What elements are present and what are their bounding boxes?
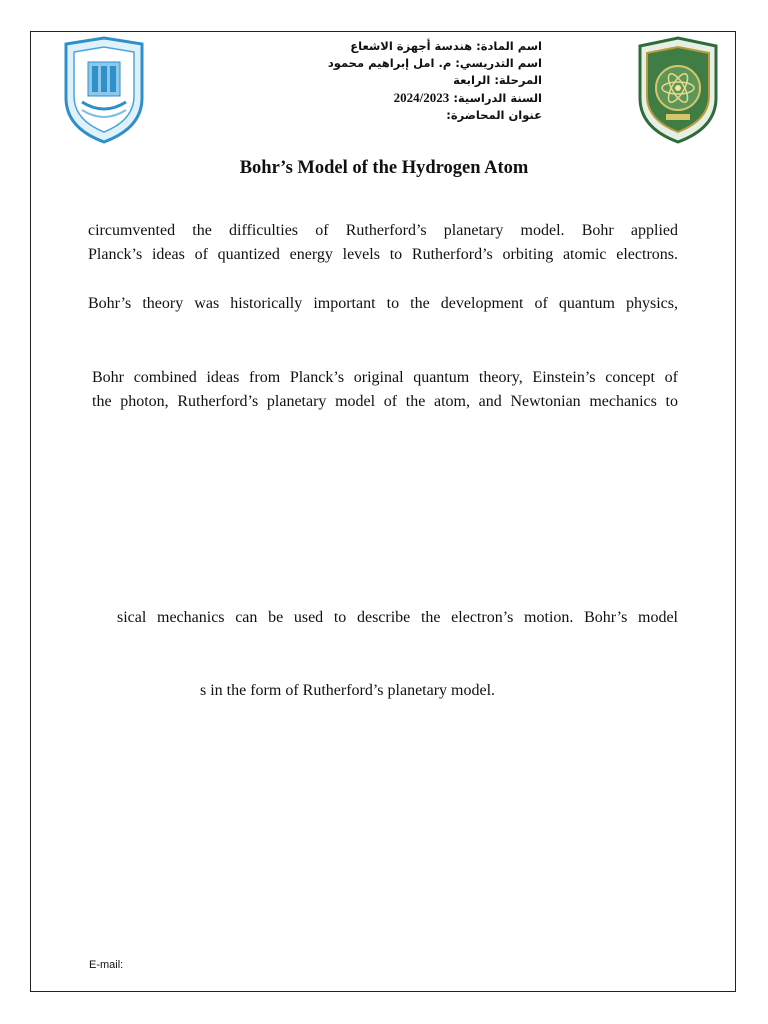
paragraph-3-line-2: the photon, Rutherford’s planetary model of the atom, and Newtonian mechanics to [92, 393, 678, 410]
paragraph-1 [88, 219, 678, 267]
paragraph-3-line-1: Bohr combined ideas from Planck’s original quantum theory, Einstein’s concept of [92, 369, 678, 386]
paragraph-5-line-1: s in the form of Rutherford’s planetary model. [200, 682, 496, 699]
document-title: Bohr’s Model of the Hydrogen Atom [239, 158, 529, 178]
paragraph-1-line-2: Planck’s ideas of quantized energy levels to Rutherford’s orbiting atomic electrons. [88, 246, 678, 263]
academic-year-label: السنة الدراسية: [453, 91, 542, 105]
email-label: E-mail: [89, 959, 124, 971]
course-header [302, 38, 542, 124]
academic-year-line [302, 89, 542, 107]
paragraph-2-line-1: Bohr’s theory was historically important to the development of quantum physics, [88, 295, 678, 312]
academic-year-value: 2024/2023 [393, 90, 450, 105]
paragraph-1-line-1: circumvented the difficulties of Rutherford’s planetary model. Bohr applied [88, 222, 678, 239]
lecture-title-line: عنوان المحاضرة: [446, 108, 542, 122]
university-logo-right [632, 36, 724, 146]
university-logo-left [58, 36, 150, 146]
paragraph-4 [117, 606, 678, 630]
paragraph-5 [200, 679, 678, 703]
paragraph-4-line-1: sical mechanics can be used to describe the electron’s motion. Bohr’s model [117, 609, 678, 626]
lecturer-line: اسم التدريسي: م. امل إبراهيم محمود [327, 56, 542, 70]
stage-line: المرحلة: الرابعة [453, 73, 542, 87]
paragraph-3 [92, 366, 678, 414]
subject-line: اسم المادة: هندسة أجهزة الاشعاع [350, 39, 542, 53]
paragraph-2 [88, 292, 678, 316]
